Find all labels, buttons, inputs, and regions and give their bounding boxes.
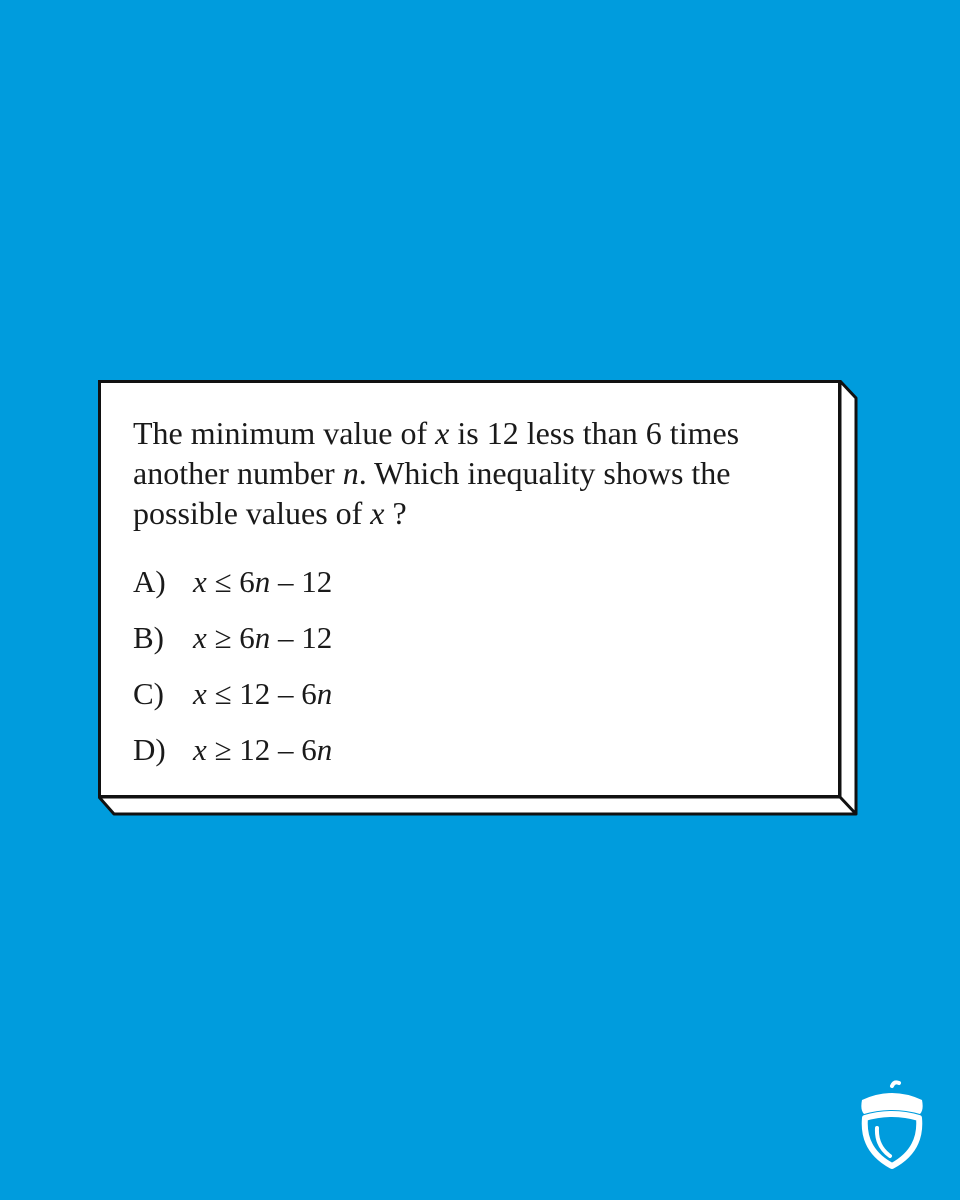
question-part-1: The minimum value of xyxy=(133,415,436,451)
choice-letter: D) xyxy=(133,732,166,767)
question-part-2: is 12 less than 6 times another number xyxy=(133,415,740,491)
choice-expression: x ≤ 12 – 6n xyxy=(193,676,333,711)
choice-b[interactable] xyxy=(133,615,332,671)
choice-expression: x ≤ 6n – 12 xyxy=(193,564,333,599)
choice-expression: x ≥ 6n – 12 xyxy=(193,620,333,655)
card-face xyxy=(98,380,841,798)
choice-expression: x ≥ 12 – 6n xyxy=(193,732,333,767)
acorn-icon xyxy=(852,1080,932,1170)
answer-choices xyxy=(133,559,332,783)
question-part-4: ? xyxy=(384,495,407,531)
choice-a[interactable] xyxy=(133,559,332,615)
choice-d[interactable] xyxy=(133,727,332,783)
choice-letter: C) xyxy=(133,676,164,711)
variable-n: n xyxy=(342,455,359,491)
choice-c[interactable] xyxy=(133,671,332,727)
variable-x: x xyxy=(435,415,450,451)
variable-x: x xyxy=(370,495,385,531)
choice-letter: A) xyxy=(133,564,166,599)
question-text xyxy=(133,413,823,533)
choice-letter: B) xyxy=(133,620,164,655)
question-card xyxy=(98,380,858,816)
question-part-3: . Which inequality shows the possible values of xyxy=(133,455,731,531)
